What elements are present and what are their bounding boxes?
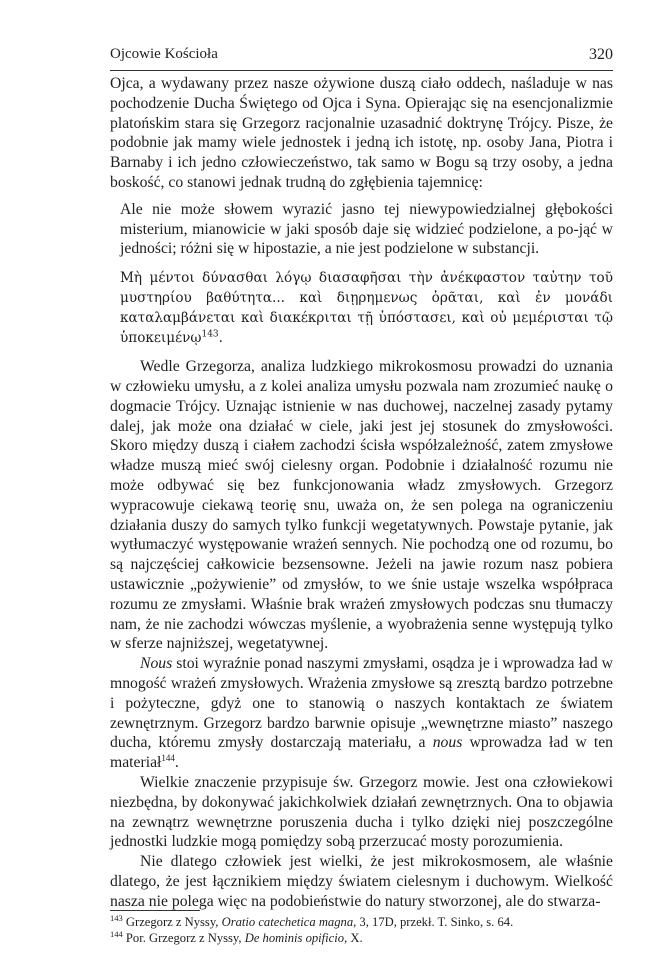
paragraph-3-b: wprowadza ład w ten materiał [110, 734, 614, 772]
footnote-title: Oratio catechetica magna [221, 915, 354, 929]
footnote-text: Grzegorz z Nyssy, [125, 915, 222, 929]
paragraph-3: Nous stoi wyraźnie ponad naszymi zmysłami, osądza je i wprowadza ład w mnogość wrażeń zmysłowych. Wrażenia zmysłowe są zresztą bardzo potrzebne i pożyteczne, gdyż one to stanowią o naszych kontaktach ze światem zewnętrznym. Grzegorz bardzo barwnie opisuje „wewnętrzne miasto” naszego ducha, któremu zmysły dostarczają materiału, a nous wprowadza ład w ten materiał$^{144}$. [110, 655, 614, 772]
paragraph-2: Wedle Grzegorza, analiza ludzkiego mikrokosmosu prowadzi do uznania w człowieku umysłu, a z kolei analiza umysłu pozwala nam zrozumieć naukę o dogmacie Trójcy. Uznając istnienie w nas duchowej, naczelnej zasady pytamy dalej, jak może ona działać w ciele, jaki jest jej stosunek do zmysłowości. Skoro między duszą i ciałem zachodzi ścisła współzależność, zatem zmysłowe władze muszą mieć swój cielesny organ. Podobnie i działalność rozumu nie może odbywać się bez funkcjonowania władz zmysłowych. Grzegorz wypracowuje ciekawą teorię snu, uważa on, że sen polega na ograniczeniu działania duszy do samych tylko funkcji wegetatywnych. Powstaje pytanie, jak wytłumaczyć występowanie wrażeń sennych. Nie pochodzą one od rozumu, bo są najczęściej całkowicie bezsensowne. Jeżeli na jawie rozum nasz pobiera ustawicznie „pożywienie” od zmysłów, to we śnie ustaje wszelka współpraca rozumu ze zmysłami. Właśnie brak wrażeń zmysłowych podczas snu tłumaczy nam, że nie zachodzi wówczas myślenie, a wyobrażenia senne występują tylko w sferze najniższej, wegetatywnej. [110, 358, 613, 653]
footnote [110, 914, 613, 930]
header-rule [110, 70, 613, 71]
term-nous: Nous [140, 655, 173, 673]
paragraph-5: Nie dlatego człowiek jest wielki, że jest mikrokosmosem, ale właśnie dlatego, że jest łącznikiem między światem cielesnym i duchowym. Wielkość nasza nie polega więc na podobieństwie do natury stworzonej, ale do stwarza- [110, 853, 613, 910]
footnote-number: 143 [110, 912, 123, 923]
main-text [110, 74, 613, 911]
footnote-text: Por. Grzegorz z Nyssy, [125, 931, 245, 945]
quote-polish: Ale nie może słowem wyrazić jasno tej niewypowiedzialnej głębokości misterium, mianowicie w jaki sposób daje się widzieć podzielone, a po-jąć w jedności; różni się w hipostazie, a nie jest podzielone w substancji. [120, 200, 613, 258]
footnote-ref-143: 143 [201, 329, 219, 340]
quote-greek-text: Μὴ μέντοι δύνασθαι λόγῳ διασαφῆσαι τὴν ἀνέκφαστον ταὐτην τοῦ μυστηρίου βαθύτητα... καὶ διῃρημενως ὁρᾶται, καὶ ἐν μονάδι καταλαμβάνεται καὶ διακέκριται τῇ ὑπόστασει, καὶ οὐ μεμέρισται τῷ ὑποκειμένῳ [120, 270, 613, 347]
footnotes [110, 914, 613, 946]
running-header [110, 46, 613, 68]
footnote-title: De hominis opificio [244, 931, 345, 945]
footnote-rule [110, 910, 200, 911]
footnote-number: 144 [110, 928, 123, 939]
paragraph-1: Ojca, a wydawany przez nasze ożywione duszą ciało oddech, naśladuje w nas pochodzenie Ducha Świętego od Ojca i Syna. Opierając się na esencjonalizmie platońskim stara się Grzegorz racjonalnie uzasadnić doktrynę Trójcy. Pisze, że podobnie jak mamy wiele jednostek i jedną ich istotę, np. osoby Jana, Piotra i Barnaby i ich jedno człowieczeństwo, tak samo w Bogu są trzy osoby, a jedna boskość, co stanowi jednak trudną do zgłębienia tajemnicę: [110, 75, 613, 191]
paragraph-3-a: stoi wyraźnie ponad naszymi zmysłami, osądza je i wprowadza ład w mnogość wrażeń zmysłowych. Wrażenia zmysłowe są zresztą bardzo potrzebne i pożyteczne, gdyż one to stanowią o naszych kontaktach ze światem zewnętrznym. Grzegorz bardzo barwnie opisuje „wewnętrzne miasto” naszego ducha, któremu zmysły dostarczają materiału, a [110, 655, 613, 752]
quote-greek: Μὴ μέντοι δύνασθαι λόγῳ διασαφῆσαι τὴν ἀνέκφαστον ταὐτην τοῦ μυστηρίου βαθύτητα... καὶ διῃρημενως ὁρᾶται, καὶ ἐν μονάδι καταλαμβάνεται καὶ διακέκριται τῇ ὑπόστασει, καὶ οὐ μεμέρισται τῷ ὑποκειμένῳ$^{143}$. [120, 270, 613, 347]
paragraph-4: Wielkie znaczenie przypisuje św. Grzegorz mowie. Jest ona człowiekowi niezbędna, by dokonywać jakichkolwiek działań zewnętrznych. Ona to objawia na zewnątrz wewnętrzne poruszenia ducha i tylko dzięki niej poszczególne jednostki ludzkie mogą pomiędzy sobą przerzucać mosty porozumienia. [110, 773, 613, 851]
footnote [110, 930, 613, 946]
footnote-text: , X. [344, 931, 363, 945]
page-number: 320 [589, 46, 613, 63]
running-title: Ojcowie Kościoła [110, 46, 218, 62]
footnote-ref-144: 144 [161, 752, 175, 763]
footnote-text: , 3, 17D, przekł. T. Sinko, s. 64. [353, 915, 514, 929]
term-nous-2: nous [432, 734, 463, 752]
